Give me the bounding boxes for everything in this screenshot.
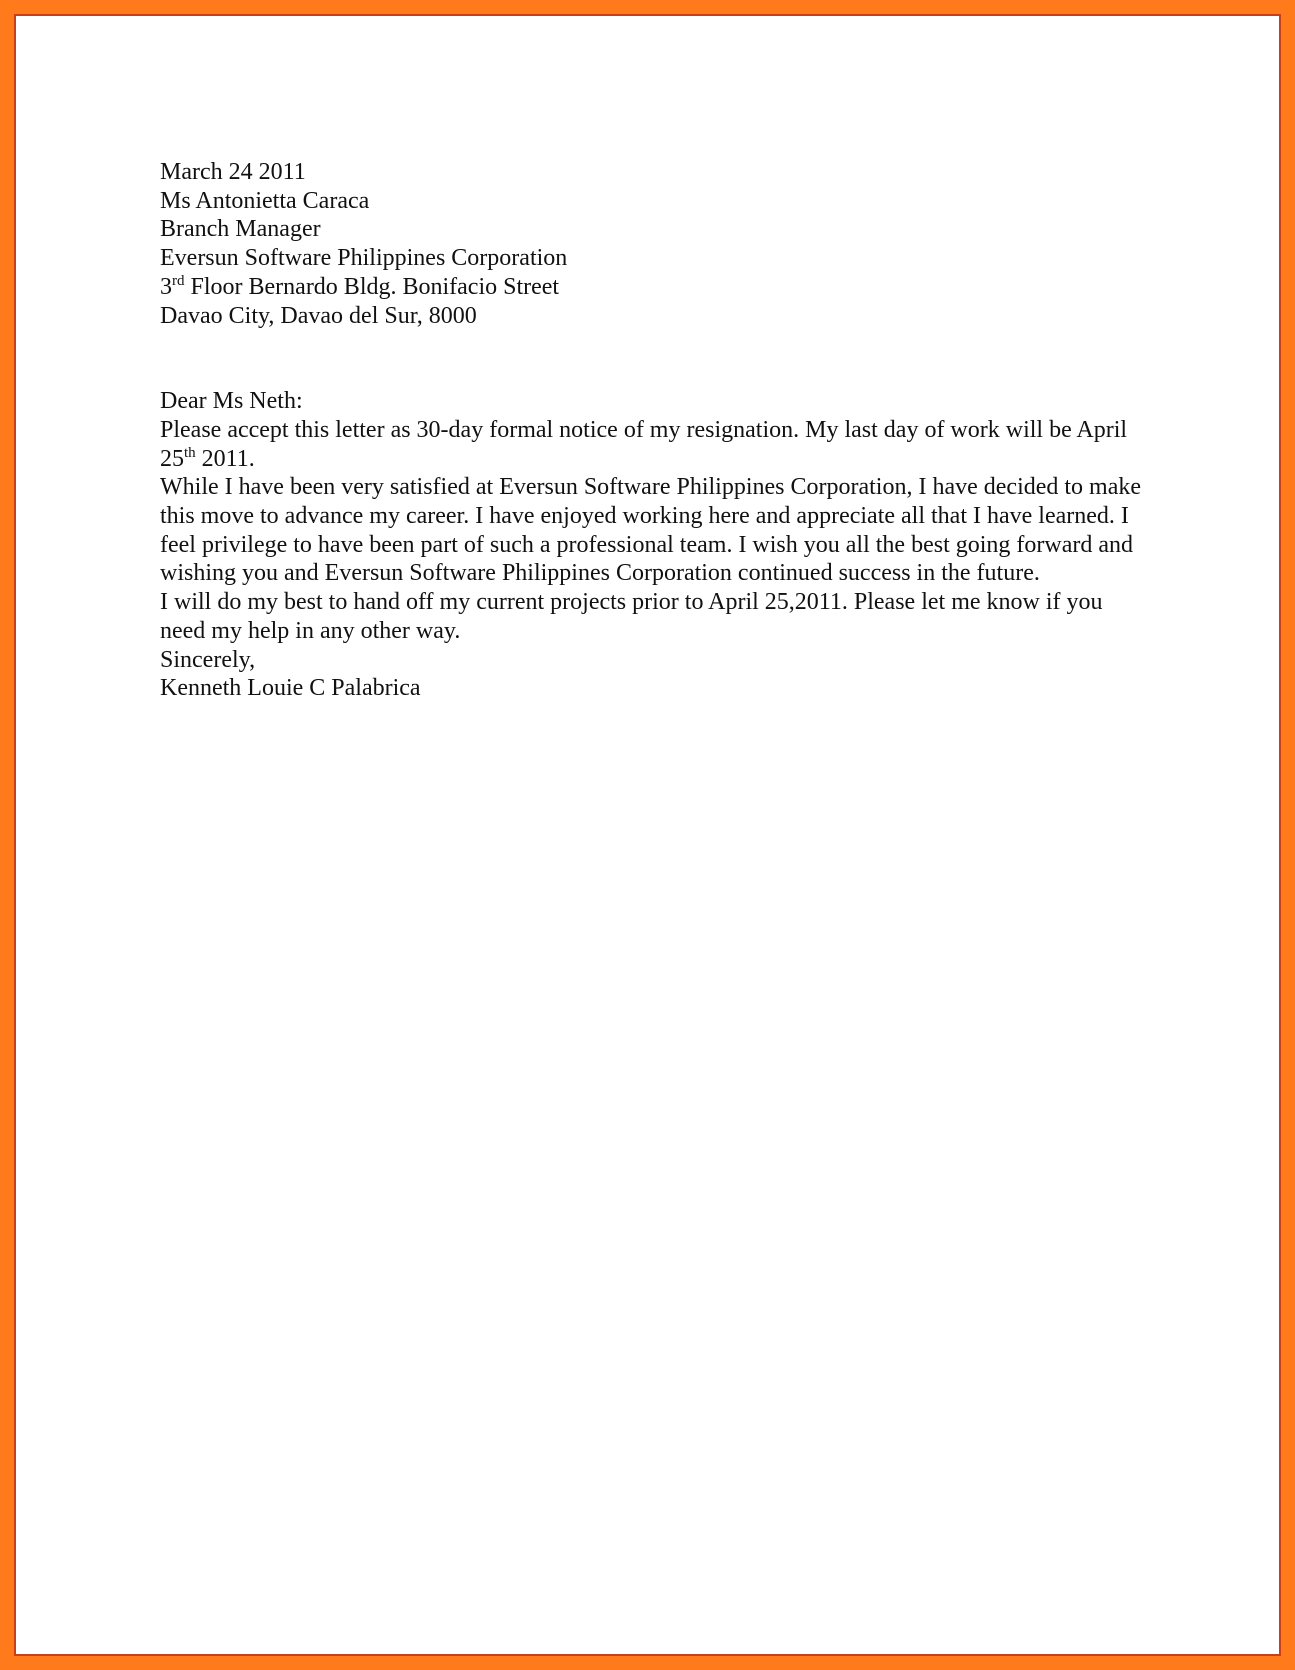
floor-superscript: rd <box>172 272 185 289</box>
paragraph-notice-end: 2011. <box>195 445 255 472</box>
recipient-address-line1 <box>160 273 1150 302</box>
date-superscript: th <box>184 444 196 461</box>
floor-number: 3 <box>160 273 172 300</box>
paragraph-notice <box>160 416 1150 473</box>
signature-name: Kenneth Louie C Palabrica <box>160 675 421 702</box>
closing: Sincerely, <box>160 646 256 673</box>
address-line1-rest: Floor Bernardo Bldg. Bonifacio Street <box>184 273 560 300</box>
recipient-company: Eversun Software Philippines Corporation <box>160 245 568 272</box>
salutation: Dear Ms Neth: <box>160 388 303 415</box>
letter-body <box>160 158 1150 703</box>
recipient-title: Branch Manager <box>160 216 321 243</box>
letter-page <box>14 14 1281 1656</box>
letter-date: March 24 2011 <box>160 159 306 185</box>
paragraph-reason: While I have been very satisfied at Eversun Software Philippines Corporation, I have decided to make this move to advance my career. I have enjoyed working here and appreciate all that I have learned. I feel privilege to have been part of such a professional team. I wish you all the best going forward and wishing you and Eversun Software Philippines Corporation continued success in the future. <box>160 474 1142 587</box>
recipient-name: Ms Antonietta Caraca <box>160 187 370 214</box>
recipient-address <box>160 187 1150 331</box>
recipient-address-line2: Davao City, Davao del Sur, 8000 <box>160 302 477 329</box>
paragraph-notice-text: Please accept this letter as 30-day formal notice of my resignation. My last day of work will be April 25 <box>160 416 1128 472</box>
paragraph-handoff: I will do my best to hand off my current projects prior to April 25,2011. Please let me know if you need my help in any other way. <box>160 589 1103 644</box>
